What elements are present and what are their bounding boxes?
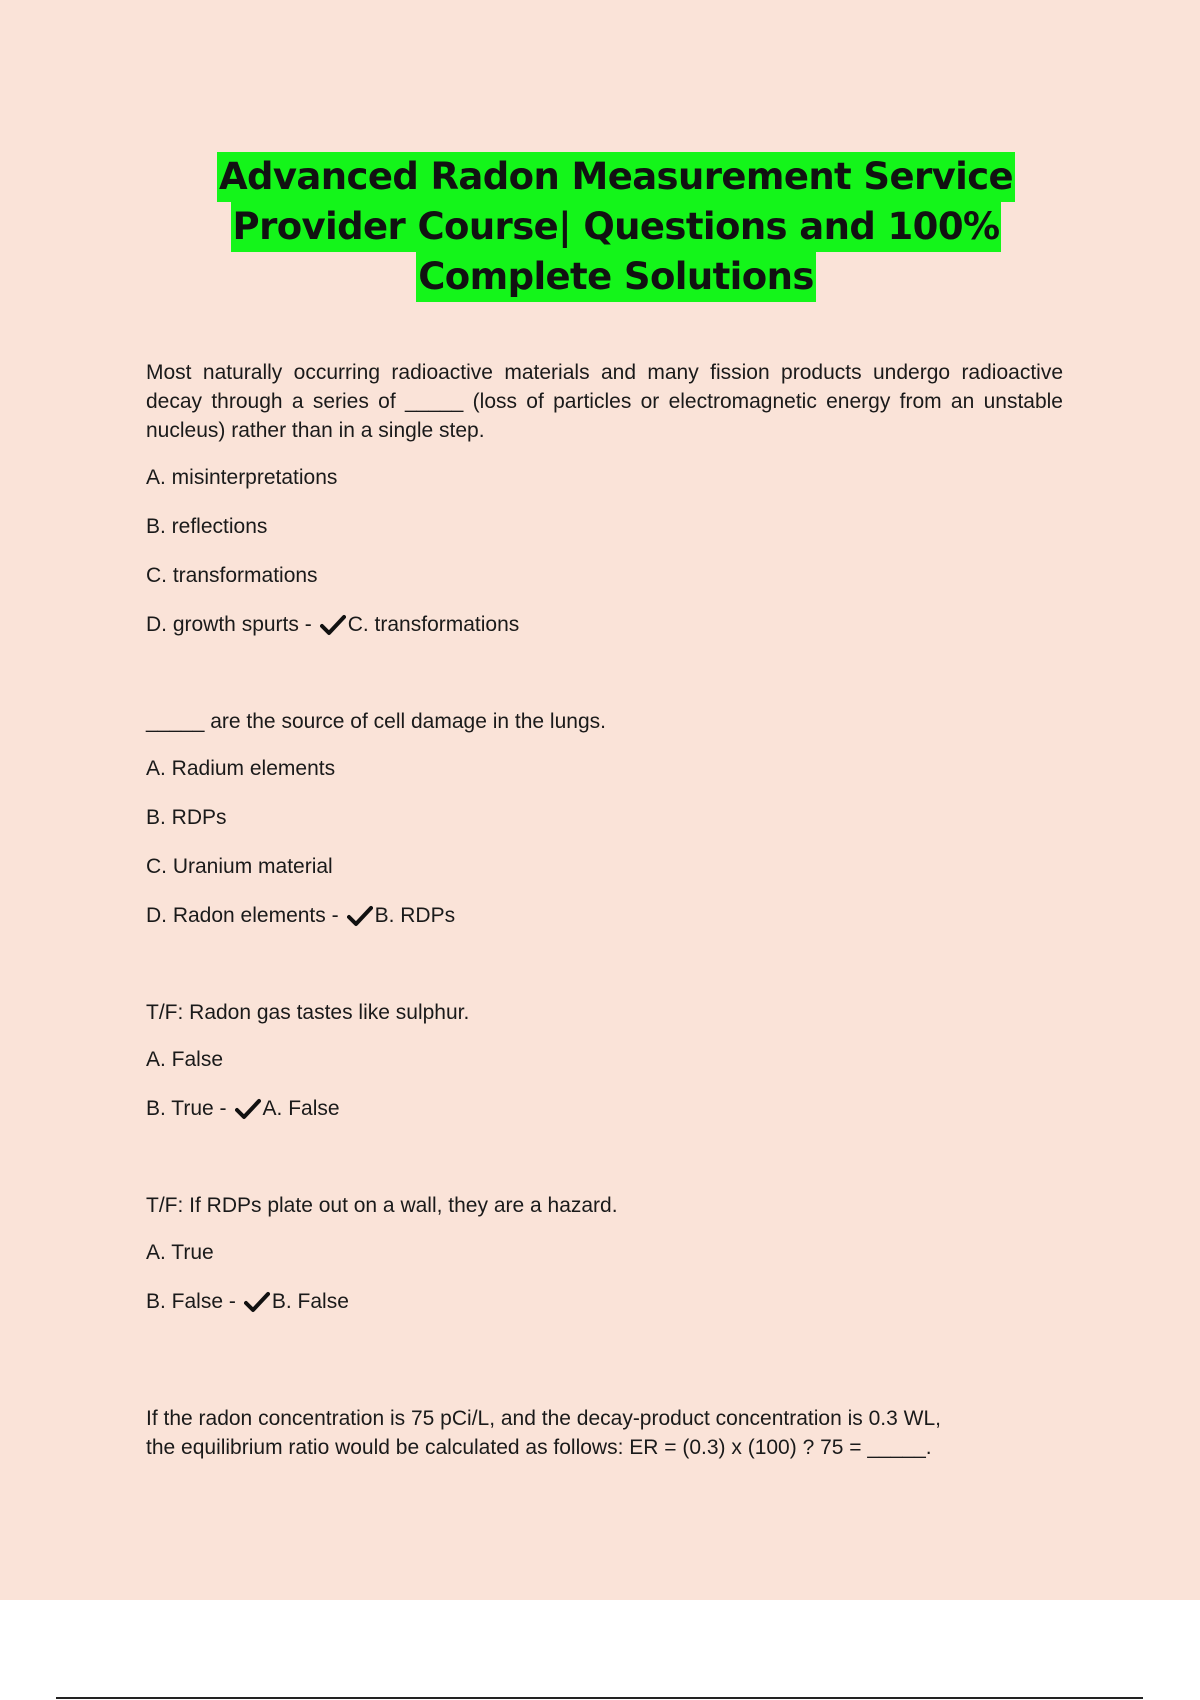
- question-text: Most naturally occurring radioactive materials and many fission products undergo radioactive decay through a series of _____ (loss of particles or electromagnetic energy from an unstable nucleus) rather than in a single step.: [146, 361, 1063, 442]
- footer-divider: [56, 1697, 1143, 1699]
- document-title: [0, 152, 1200, 302]
- option-a: A. Radium elements: [146, 757, 336, 780]
- correct-answer: A. False: [262, 1097, 340, 1120]
- option-b-with-answer: [146, 1094, 1063, 1123]
- question-text: T/F: Radon gas tastes like sulphur.: [146, 1001, 470, 1024]
- question-block-5: [146, 1404, 1063, 1462]
- title-line-1: Advanced Radon Measurement Service: [217, 152, 1015, 202]
- title-line-2: Provider Course| Questions and 100%: [231, 202, 1002, 252]
- correct-answer: B. RDPs: [374, 904, 456, 927]
- option-b-with-answer: [146, 1287, 1063, 1316]
- option-b: B. True -: [146, 1097, 227, 1120]
- option-b: B. False -: [146, 1290, 236, 1313]
- option-d-with-answer: [146, 610, 1063, 639]
- title-line-3: Complete Solutions: [416, 252, 816, 302]
- option-d: D. growth spurts -: [146, 613, 312, 636]
- option-c: C. transformations: [146, 564, 318, 587]
- option-d: D. Radon elements -: [146, 904, 339, 927]
- option-a: A. misinterpretations: [146, 466, 338, 489]
- option-c: C. Uranium material: [146, 855, 333, 878]
- correct-answer: B. False: [271, 1290, 349, 1313]
- question-text: [146, 1404, 1063, 1462]
- check-mark-icon: [347, 905, 373, 927]
- question-text-line-1: If the radon concentration is 75 pCi/L, and the decay-product concentration is 0.3 WL,: [146, 1407, 941, 1430]
- question-text: T/F: If RDPs plate out on a wall, they are a hazard.: [146, 1194, 618, 1217]
- option-d-with-answer: [146, 901, 1063, 930]
- question-list: [146, 358, 1063, 1480]
- option-a: A. False: [146, 1048, 224, 1071]
- option-b: B. reflections: [146, 515, 268, 538]
- question-block-4: [146, 1191, 1063, 1316]
- correct-answer: C. transformations: [347, 613, 520, 636]
- check-mark-icon: [244, 1291, 270, 1313]
- question-text: _____ are the source of cell damage in the lungs.: [146, 710, 606, 733]
- question-block-3: [146, 998, 1063, 1123]
- question-text-line-2: the equilibrium ratio would be calculated as follows: ER = (0.3) x (100) ? 75 = _____.: [146, 1436, 932, 1459]
- option-b: B. RDPs: [146, 806, 227, 829]
- check-mark-icon: [235, 1098, 261, 1120]
- option-a: A. True: [146, 1241, 214, 1264]
- question-block-1: [146, 358, 1063, 639]
- question-block-2: [146, 707, 1063, 930]
- check-mark-icon: [320, 614, 346, 636]
